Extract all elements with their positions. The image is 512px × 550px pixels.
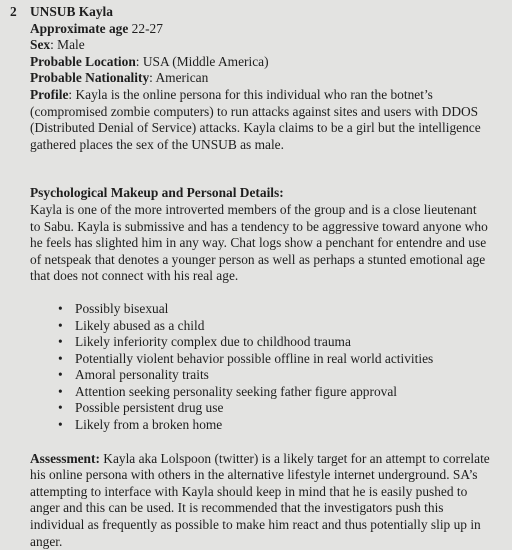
- list-item-text: Likely inferiority complex due to childhood trauma: [75, 334, 351, 350]
- entry-number: 2: [10, 4, 17, 19]
- list-item-text: Possibly bisexual: [75, 300, 169, 316]
- list-item: [58, 301, 490, 318]
- list-item: [58, 367, 490, 384]
- list-item-text: Potentially violent behavior possible offline in real world activities: [75, 350, 434, 366]
- nationality-value: American: [155, 70, 209, 86]
- list-item: [58, 384, 490, 401]
- sex-field: Sex: Male: [30, 37, 85, 53]
- profile-field: Profile: Kayla is the online persona for this individual who ran the botnet’s (compromised zombie computers) to run attacks against sites and users with DDOS (Distributed Denial of Service) attacks. Kayla claims to be a girl but the intelligence gathered places the sex of the UNSUB as male.: [30, 86, 481, 152]
- list-item-text: Attention seeking personality seeking father figure approval: [75, 383, 398, 399]
- profile-label: Profile: [30, 86, 69, 102]
- age-label: Approximate age: [30, 20, 129, 36]
- bullet-icon: •: [58, 334, 63, 350]
- age-field: [30, 21, 490, 38]
- nationality-label: Probable Nationality: [30, 70, 150, 86]
- age-value: 22-27: [131, 20, 163, 36]
- profile-text: Kayla is the online persona for this individual who ran the botnet’s (compromised zombie computers) to run attacks against sites and users with DDOS (Distributed Denial of Service) attacks. Kayla claims to be a girl but the intelligence gathered places the sex of the UNSUB as male.: [30, 86, 481, 152]
- list-item-text: Likely from a broken home: [75, 417, 223, 433]
- list-item: [58, 334, 490, 351]
- psych-title: Psychological Makeup and Personal Details:: [30, 185, 284, 201]
- list-item-text: Amoral personality traits: [75, 367, 209, 383]
- assessment-section: [30, 451, 490, 550]
- trait-list: [30, 301, 490, 434]
- list-item-text: Possible persistent drug use: [75, 400, 224, 416]
- bullet-icon: •: [58, 367, 63, 383]
- list-item: [58, 318, 490, 335]
- list-item: [58, 400, 490, 417]
- psych-section: [30, 185, 490, 433]
- bullet-icon: •: [58, 383, 63, 399]
- nationality-field: Probable Nationality: American: [30, 70, 209, 86]
- entry-heading: [10, 4, 490, 21]
- location-field: Probable Location: USA (Middle America): [30, 53, 269, 69]
- list-item: [58, 417, 490, 434]
- bullet-icon: •: [58, 300, 63, 316]
- sex-label: Sex: [30, 37, 51, 53]
- location-label: Probable Location: [30, 53, 136, 69]
- sex-value: Male: [57, 37, 85, 53]
- bullet-icon: •: [58, 350, 63, 366]
- bullet-icon: •: [58, 400, 63, 416]
- assessment-paragraph: [30, 451, 490, 550]
- entry-title: UNSUB Kayla: [30, 4, 113, 19]
- bullet-icon: •: [58, 317, 63, 333]
- location-value: USA (Middle America): [142, 53, 269, 69]
- entry-fields: [30, 21, 490, 154]
- psych-text: Kayla is one of the more introverted members of the group and is a close lieutenant to Sabu. Kayla is submissive and has a tendency to be aggressive toward anyone who he feels has slighted him in any way. Chat logs show a penchant for entendre and use of netspeak that denotes a younger person as well as perhaps a stunted emotional age that does not connect with his real age.: [30, 201, 488, 284]
- assessment-label: Assessment:: [30, 450, 100, 466]
- bullet-icon: •: [58, 417, 63, 433]
- list-item-text: Likely abused as a child: [75, 317, 205, 333]
- list-item: [58, 351, 490, 368]
- assessment-text: Kayla aka Lolspoon (twitter) is a likely target for an attempt to correlate his online persona with others in the alternative lifestyle internet underground. SA’s attempting to interface with Kayla should keep in mind that he is easily pushed to anger and this can be used. It is recommended that the investigators push this individual as frequently as possible to make him react and thus potentially slip up in anger.: [30, 450, 490, 549]
